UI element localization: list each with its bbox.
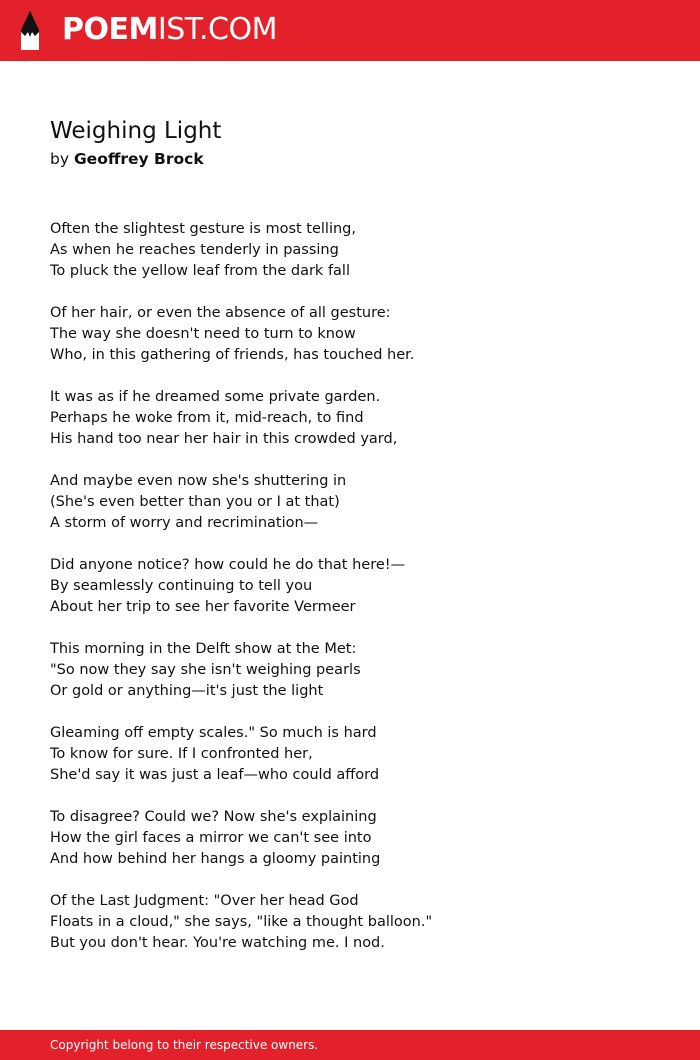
poem-line: The way she doesn't need to turn to know [50, 326, 356, 342]
poem-title: Weighing Light [50, 118, 222, 144]
stanza [50, 639, 650, 702]
by-label: by [50, 150, 70, 168]
stanza [50, 219, 650, 282]
poem-line: To know for sure. If I confronted her, [50, 746, 313, 762]
poem-line: As when he reaches tenderly in passing [50, 242, 339, 258]
poem-line: Who, in this gathering of friends, has touched her. [50, 347, 415, 363]
poem-line: To disagree? Could we? Now she's explaining [50, 809, 377, 825]
poem-line: Or gold or anything—it's just the light [50, 683, 324, 699]
poem-line: Did anyone notice? how could he do that here!— [50, 557, 406, 573]
poem-line: Gleaming off empty scales." So much is hard [50, 725, 377, 741]
poem-line: It was as if he dreamed some private garden. [50, 389, 381, 405]
pencil-tip-icon[interactable] [16, 10, 44, 52]
poem-line: Often the slightest gesture is most telling, [50, 221, 356, 237]
poem-body [50, 219, 650, 975]
poem-author: Geoffrey Brock [73, 150, 204, 168]
poem-line: "So now they say she isn't weighing pearls [50, 662, 361, 678]
stanza [50, 555, 650, 618]
site-header [0, 0, 700, 61]
logo-bold-text: POEM [62, 12, 158, 47]
logo-light-text: IST.COM [157, 12, 277, 47]
poem-line: How the girl faces a mirror we can't see into [50, 830, 372, 846]
site-footer [0, 1030, 700, 1060]
stanza [50, 807, 650, 870]
stanza [50, 303, 650, 366]
poem-line: (She's even better than you or I at that) [50, 494, 340, 510]
poem-line: By seamlessly continuing to tell you [50, 578, 313, 594]
poem-line: To pluck the yellow leaf from the dark fall [50, 263, 350, 279]
poem-line: She'd say it was just a leaf—who could afford [50, 767, 380, 783]
stanza [50, 387, 650, 450]
stanza [50, 723, 650, 786]
poem-line: A storm of worry and recrimination— [50, 515, 319, 531]
copyright-notice: Copyright belong to their respective owners. [50, 1038, 319, 1052]
poem-line: Of the Last Judgment: "Over her head God [50, 893, 359, 909]
poem-line: And how behind her hangs a gloomy painting [50, 851, 381, 867]
poem-line: Perhaps he woke from it, mid-reach, to find [50, 410, 364, 426]
poem-byline [50, 149, 204, 169]
poem-line: Of her hair, or even the absence of all gesture: [50, 305, 391, 321]
poem-line: Floats in a cloud," she says, "like a thought balloon." [50, 914, 433, 930]
stanza [50, 471, 650, 534]
poem-line: About her trip to see her favorite Vermeer [50, 599, 356, 615]
stanza [50, 891, 650, 954]
poem-line: And maybe even now she's shuttering in [50, 473, 347, 489]
poem-line: His hand too near her hair in this crowded yard, [50, 431, 398, 447]
poem-line: This morning in the Delft show at the Met: [50, 641, 357, 657]
poem-line: But you don't hear. You're watching me. I nod. [50, 935, 385, 951]
site-logo[interactable] [62, 12, 277, 48]
